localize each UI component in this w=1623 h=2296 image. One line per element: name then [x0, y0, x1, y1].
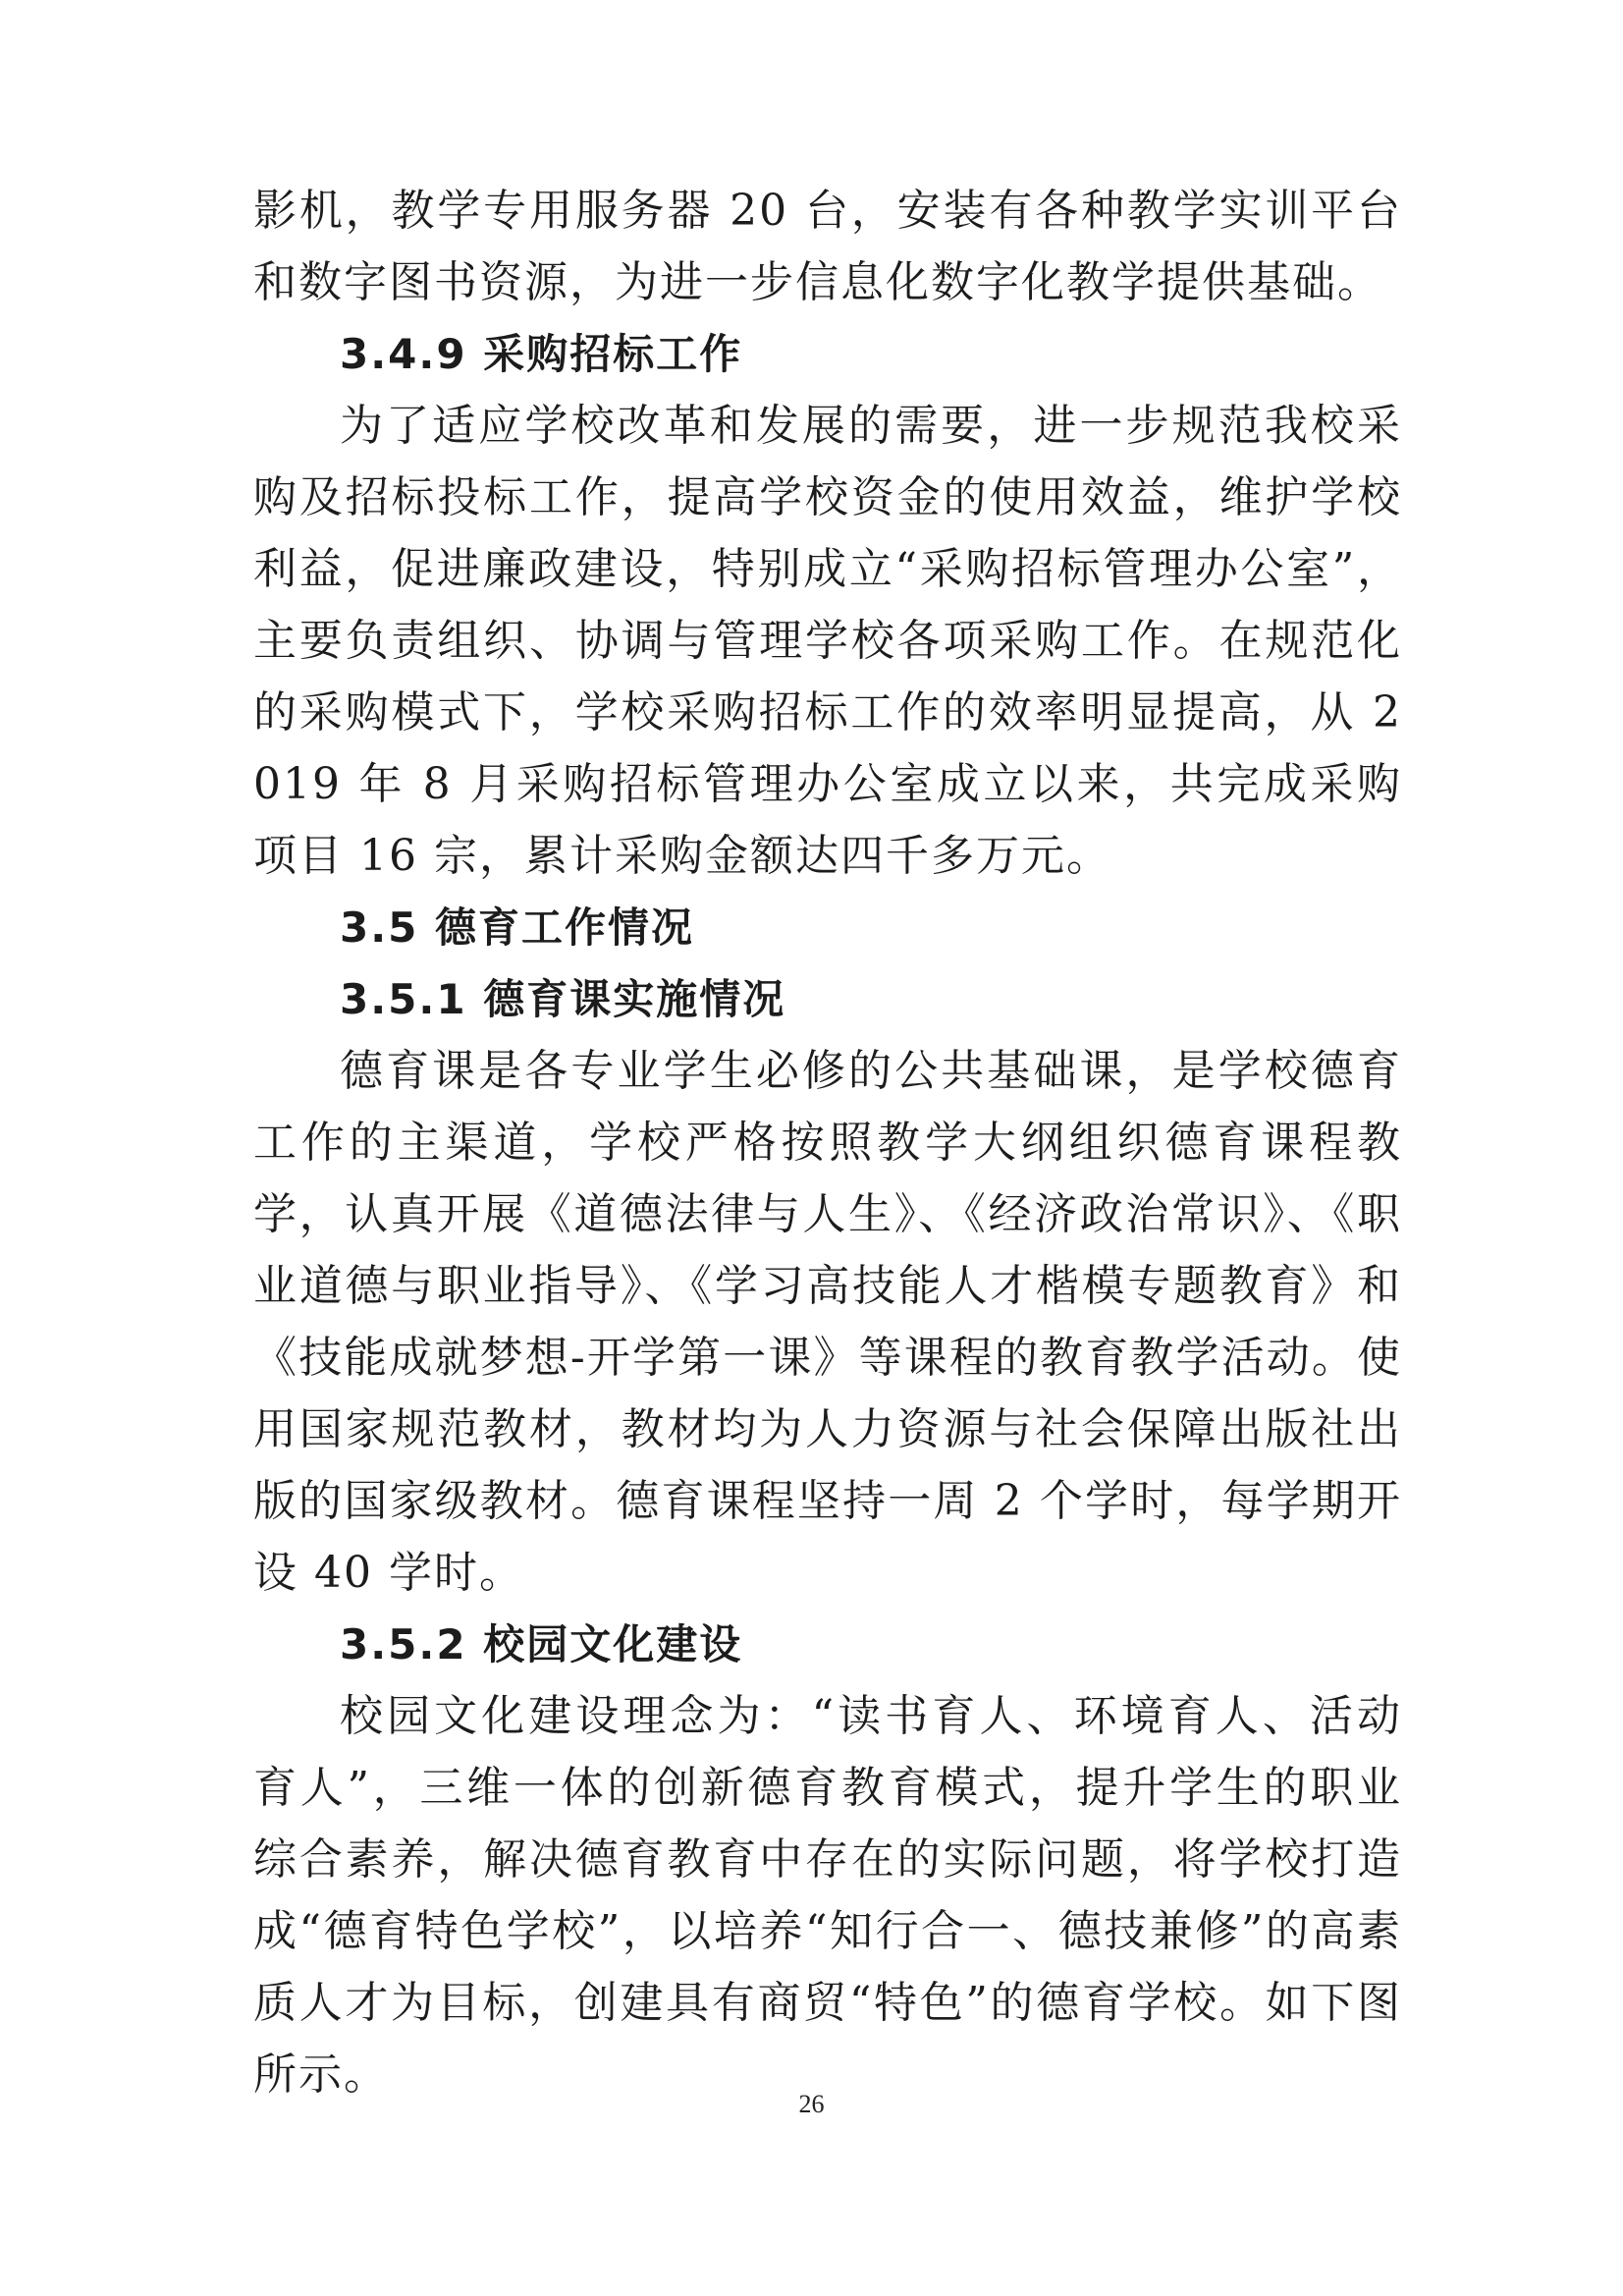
section-heading-3-5-2: 3.5.2 校园文化建设	[340, 1620, 743, 1668]
paragraph-campus-culture: 校园文化建设理念为：“读书育人、环境育人、活动育人”，三维一体的创新德育教育模式，提升学生的职业综合素养，解决德育教育中存在的实际问题，将学校打造成“德育特色学校”，以培养“知行合一、德技兼修”的高素质人才为目标，创建具有商贸“特色”的德育学校。如下图所示。	[253, 1691, 1402, 2100]
page-content	[253, 175, 1402, 2110]
paragraph-continued: 影机，教学专用服务器 20 台，安装有各种教学实训平台和数字图书资源，为进一步信息化数字化教学提供基础。	[253, 186, 1402, 307]
page-number: 26	[798, 2090, 825, 2118]
paragraph-procurement: 为了适应学校改革和发展的需要，进一步规范我校采购及招标投标工作，提高学校资金的使用效益，维护学校利益，促进廉政建设，特别成立“采购招标管理办公室”，主要负责组织、协调与管理学校各项采购工作。在规范化的采购模式下，学校采购招标工作的效率明显提高，从 2019 年 8 月采购招标管理办公室成立以来，共完成采购项目 16 宗，累计采购金额达四千多万元。	[253, 401, 1402, 881]
paragraph-moral-course: 德育课是各专业学生必修的公共基础课，是学校德育工作的主渠道，学校严格按照教学大纲组织德育课程教学，认真开展《道德法律与人生》、《经济政治常识》、《职业道德与职业指导》、《学习高技能人才楷模专题教育》和《技能成就梦想-开学第一课》等课程的教育教学活动。使用国家规范教材，教材均为人力资源与社会保障出版社出版的国家级教材。德育课程坚持一周 2 个学时，每学期开设 40 学时。	[253, 1046, 1402, 1598]
section-heading-3-5: 3.5 德育工作情况	[340, 903, 695, 952]
section-heading-3-4-9: 3.4.9 采购招标工作	[340, 330, 743, 378]
section-heading-3-5-1: 3.5.1 德育课实施情况	[340, 975, 786, 1023]
